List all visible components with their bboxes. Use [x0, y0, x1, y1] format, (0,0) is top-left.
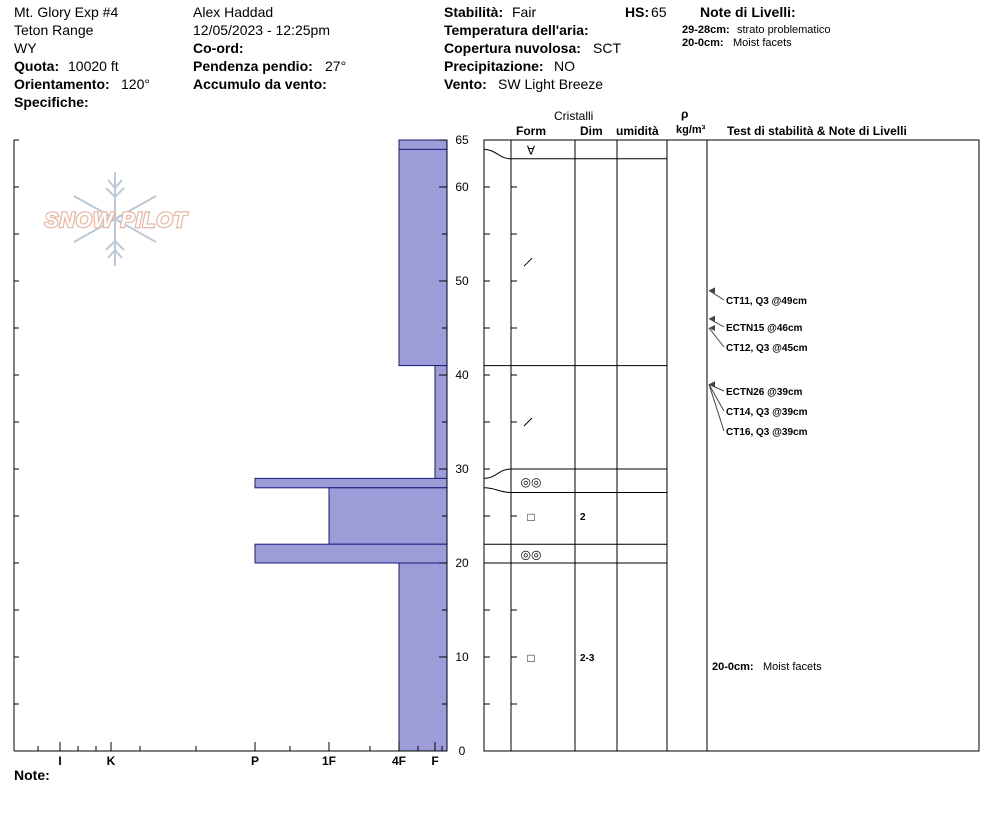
elevation-label: Quota:: [14, 58, 60, 74]
precip-value: NO: [554, 58, 575, 74]
arrowhead-icon: [709, 325, 715, 331]
layer-note-range-2: 20-0cm:: [682, 37, 724, 49]
hs-label: HS:: [625, 4, 650, 20]
size-header: Dim: [580, 124, 603, 138]
hardness-bar-5: [255, 544, 447, 563]
crystal-size-label: 2: [580, 512, 586, 523]
crystal-form-symbol: ∀: [526, 143, 536, 158]
cloud-value: SCT: [593, 40, 621, 56]
stability-test-label: ECTN15 @46cm: [726, 323, 803, 334]
hs-value: 65: [651, 4, 667, 20]
depth-tick-label: 0: [458, 744, 466, 758]
stability-value: Fair: [512, 4, 537, 20]
crystal-form-symbol: ◎◎: [520, 547, 542, 562]
form-header: Form: [516, 124, 546, 138]
cloud-label: Copertura nuvolosa:: [444, 40, 581, 56]
crystals-header: Cristalli: [554, 109, 594, 123]
hardness-tick-label: 4F: [391, 754, 407, 768]
snow-pilot-logo: [45, 172, 189, 266]
crystal-form-precipitation-icon: [524, 418, 532, 426]
layer-note-text-2: Moist facets: [733, 37, 792, 49]
stability-test-label: ECTN26 @39cm: [726, 387, 803, 398]
crystal-form-symbol: ◎◎: [520, 474, 542, 489]
depth-tick-label: 65: [455, 133, 469, 147]
depth-tick-label: 20: [455, 556, 469, 570]
state-name: WY: [14, 40, 37, 56]
moisture-header: umidità: [616, 124, 659, 138]
specifics-label: Specifiche:: [14, 94, 89, 110]
stability-label: Stabilità:: [444, 4, 504, 20]
site-name: Mt. Glory Exp #4: [14, 4, 119, 20]
hardness-tick-label: I: [58, 754, 62, 768]
notes-label: Note:: [14, 767, 50, 783]
wind-loading-label: Accumulo da vento:: [193, 76, 327, 92]
hardness-bar-1: [399, 149, 447, 365]
depth-tick-label: 40: [455, 368, 469, 382]
rho-header: ρ: [681, 107, 689, 121]
test-arrow: [709, 290, 724, 300]
crystal-form-precipitation-icon: [524, 258, 532, 266]
air-temp-label: Temperatura dell'aria:: [444, 22, 589, 38]
hardness-bar-3: [255, 478, 447, 487]
crystal-form-symbol: □: [527, 510, 535, 524]
panel-layer-note-range: 20-0cm:: [712, 661, 754, 673]
aspect-value: 120°: [121, 76, 150, 92]
layer-connector: [484, 149, 511, 158]
wind-value: SW Light Breeze: [498, 76, 604, 92]
depth-tick-label: 30: [455, 462, 469, 476]
hardness-bar-0: [399, 140, 447, 149]
aspect-label: Orientamento:: [14, 76, 110, 92]
hardness-bar-4: [329, 488, 447, 544]
layer-note-range-1: 29-28cm:: [682, 24, 730, 36]
hardness-tick-label: 1F: [321, 754, 337, 768]
crystal-form-symbol: □: [527, 651, 535, 665]
panel-layer-note-text: Moist facets: [763, 661, 822, 673]
hardness-tick-label: F: [431, 754, 439, 768]
layer-note-text-1: strato problematico: [737, 24, 831, 36]
hardness-tick-label: K: [106, 754, 116, 768]
stability-test-label: CT16, Q3 @39cm: [726, 427, 808, 438]
test-arrow: [709, 328, 724, 347]
slope-label: Pendenza pendio:: [193, 58, 313, 74]
test-arrow: [709, 319, 724, 327]
precip-label: Precipitazione:: [444, 58, 544, 74]
coord-label: Co-ord:: [193, 40, 244, 56]
observation-datetime: 12/05/2023 - 12:25pm: [193, 22, 330, 38]
stability-test-label: CT14, Q3 @39cm: [726, 407, 808, 418]
layer-connector: [484, 488, 511, 493]
depth-tick-label: 50: [455, 274, 469, 288]
slope-value: 27°: [325, 58, 347, 74]
stability-test-label: CT12, Q3 @45cm: [726, 343, 808, 354]
hardness-tick-label: P: [250, 754, 260, 768]
wind-label: Vento:: [444, 76, 487, 92]
depth-tick-label: 10: [455, 650, 469, 664]
range-name: Teton Range: [14, 22, 94, 38]
crystal-size-label: 2-3: [580, 653, 595, 664]
depth-tick-label: 60: [455, 180, 469, 194]
elevation-value: 10020 ft: [68, 58, 119, 74]
density-unit-header: kg/m³: [676, 124, 706, 136]
layer-panel-frame: [484, 140, 979, 751]
tests-header: Test di stabilità & Note di Livelli: [727, 124, 907, 138]
logo-text: SNOW PILOT: [44, 209, 188, 232]
observer-name: Alex Haddad: [193, 4, 274, 20]
stability-test-label: CT11, Q3 @49cm: [726, 296, 807, 307]
layer-notes-title: Note di Livelli:: [700, 4, 796, 20]
layer-connector: [484, 469, 511, 478]
